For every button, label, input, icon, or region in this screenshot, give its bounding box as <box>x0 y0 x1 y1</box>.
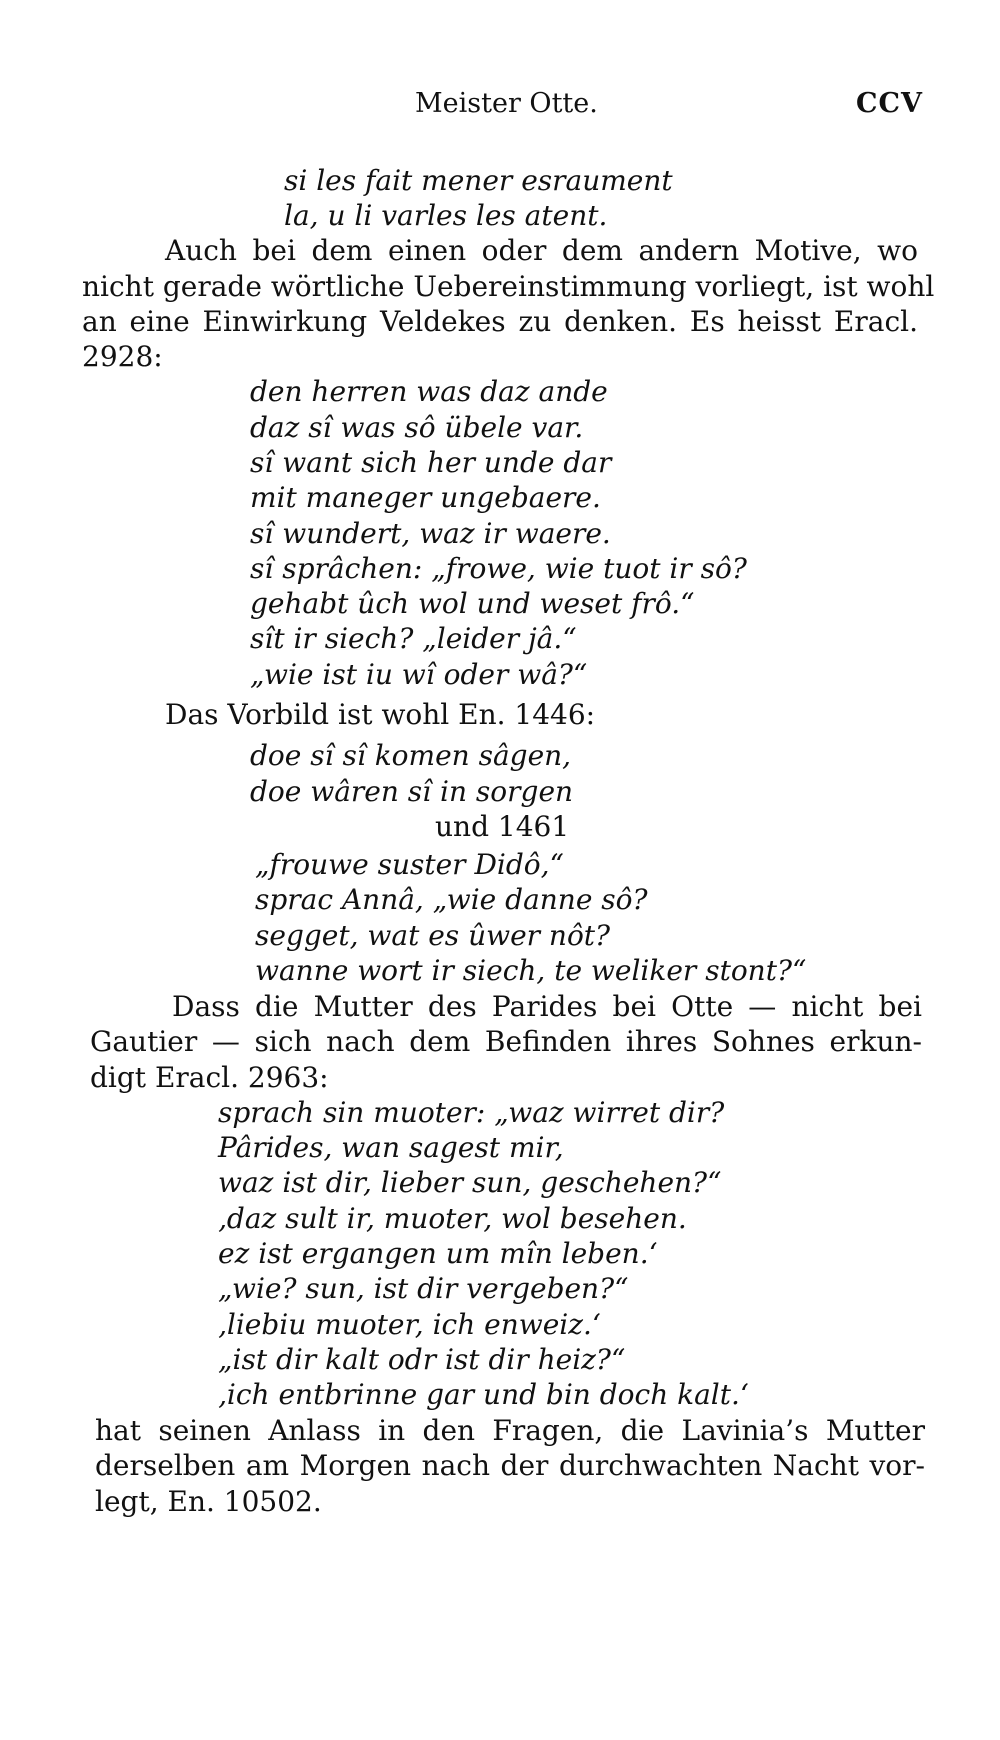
verse-line: ‚daz sult ir, muoter, wol besehen. <box>218 1202 687 1235</box>
page-number: CCV <box>856 88 923 119</box>
paragraph-line: nicht gerade wörtliche Uebereinstimmung vorliegt, ist wohl <box>82 270 935 303</box>
verse-line: doe wâren sî in sorgen <box>250 775 574 808</box>
paragraph-line: Dass die Mutter des Parides bei Otte — nicht bei <box>172 990 922 1023</box>
verse-line: ez ist ergangen um mîn leben.‘ <box>218 1237 658 1270</box>
paragraph-line: derselben am Morgen nach der durchwachten Nacht vor- <box>95 1449 925 1482</box>
verse-line: la, u li varles les atent. <box>284 199 608 232</box>
verse-line: segget, wat es ûwer nôt? <box>255 919 611 952</box>
verse-line: gehabt ûch wol und weset frô.“ <box>250 587 695 620</box>
paragraph-line: an eine Einwirkung Veldekes zu denken. Es heisst Eracl. <box>82 305 918 338</box>
paragraph-line: Auch bei dem einen oder dem andern Motive, wo <box>165 234 918 267</box>
verse-line: Pârides, wan sagest mir, <box>218 1131 564 1164</box>
verse-line: sprac Annâ, „wie danne sô? <box>255 883 648 916</box>
verse-line: den herren was daz ande <box>250 375 608 408</box>
paragraph-line: hat seinen Anlass in den Fragen, die Lavinia’s Mutter <box>95 1414 925 1447</box>
paragraph-line: Das Vorbild ist wohl En. 1446: <box>165 698 596 731</box>
paragraph-line: digt Eracl. 2963: <box>90 1061 329 1094</box>
verse-line: ‚ich entbrinne gar und bin doch kalt.‘ <box>218 1378 749 1411</box>
verse-line: „ist dir kalt odr ist dir heiz?“ <box>218 1343 626 1376</box>
verse-line: „wie? sun, ist dir vergeben?“ <box>218 1272 629 1305</box>
verse-reference: und 1461 <box>435 810 570 843</box>
verse-line: sî wundert, waz ir waere. <box>250 517 611 550</box>
verse-line: si les fait mener esraument <box>284 164 673 197</box>
paragraph-line: 2928: <box>82 340 163 373</box>
verse-line: „wie ist iu wî oder wâ?“ <box>250 658 588 691</box>
verse-line: sî want sich her unde dar <box>250 446 612 479</box>
verse-line: mit maneger ungebaere. <box>250 481 601 514</box>
verse-line: wanne wort ir siech, te weliker stont?“ <box>255 954 807 987</box>
verse-line: sî sprâchen: „frowe, wie tuot ir sô? <box>250 552 747 585</box>
verse-line: doe sî sî komen sâgen, <box>250 739 572 772</box>
verse-line: sprach sin muoter: „waz wirret dir? <box>218 1096 725 1129</box>
paragraph-line: Gautier — sich nach dem Befinden ihres Sohnes erkun- <box>90 1025 922 1058</box>
verse-line: waz ist dir, lieber sun, geschehen?“ <box>218 1166 722 1199</box>
verse-line: sît ir siech? „leider jâ.“ <box>250 622 577 655</box>
paragraph-line: legt, En. 10502. <box>95 1485 322 1518</box>
verse-line: „frouwe suster Didô,“ <box>255 848 564 881</box>
verse-line: ‚liebiu muoter, ich enweiz.‘ <box>218 1308 601 1341</box>
running-title: Meister Otte. <box>415 88 598 119</box>
running-header <box>0 88 1000 128</box>
verse-line: daz sî was sô übele var. <box>250 411 584 444</box>
